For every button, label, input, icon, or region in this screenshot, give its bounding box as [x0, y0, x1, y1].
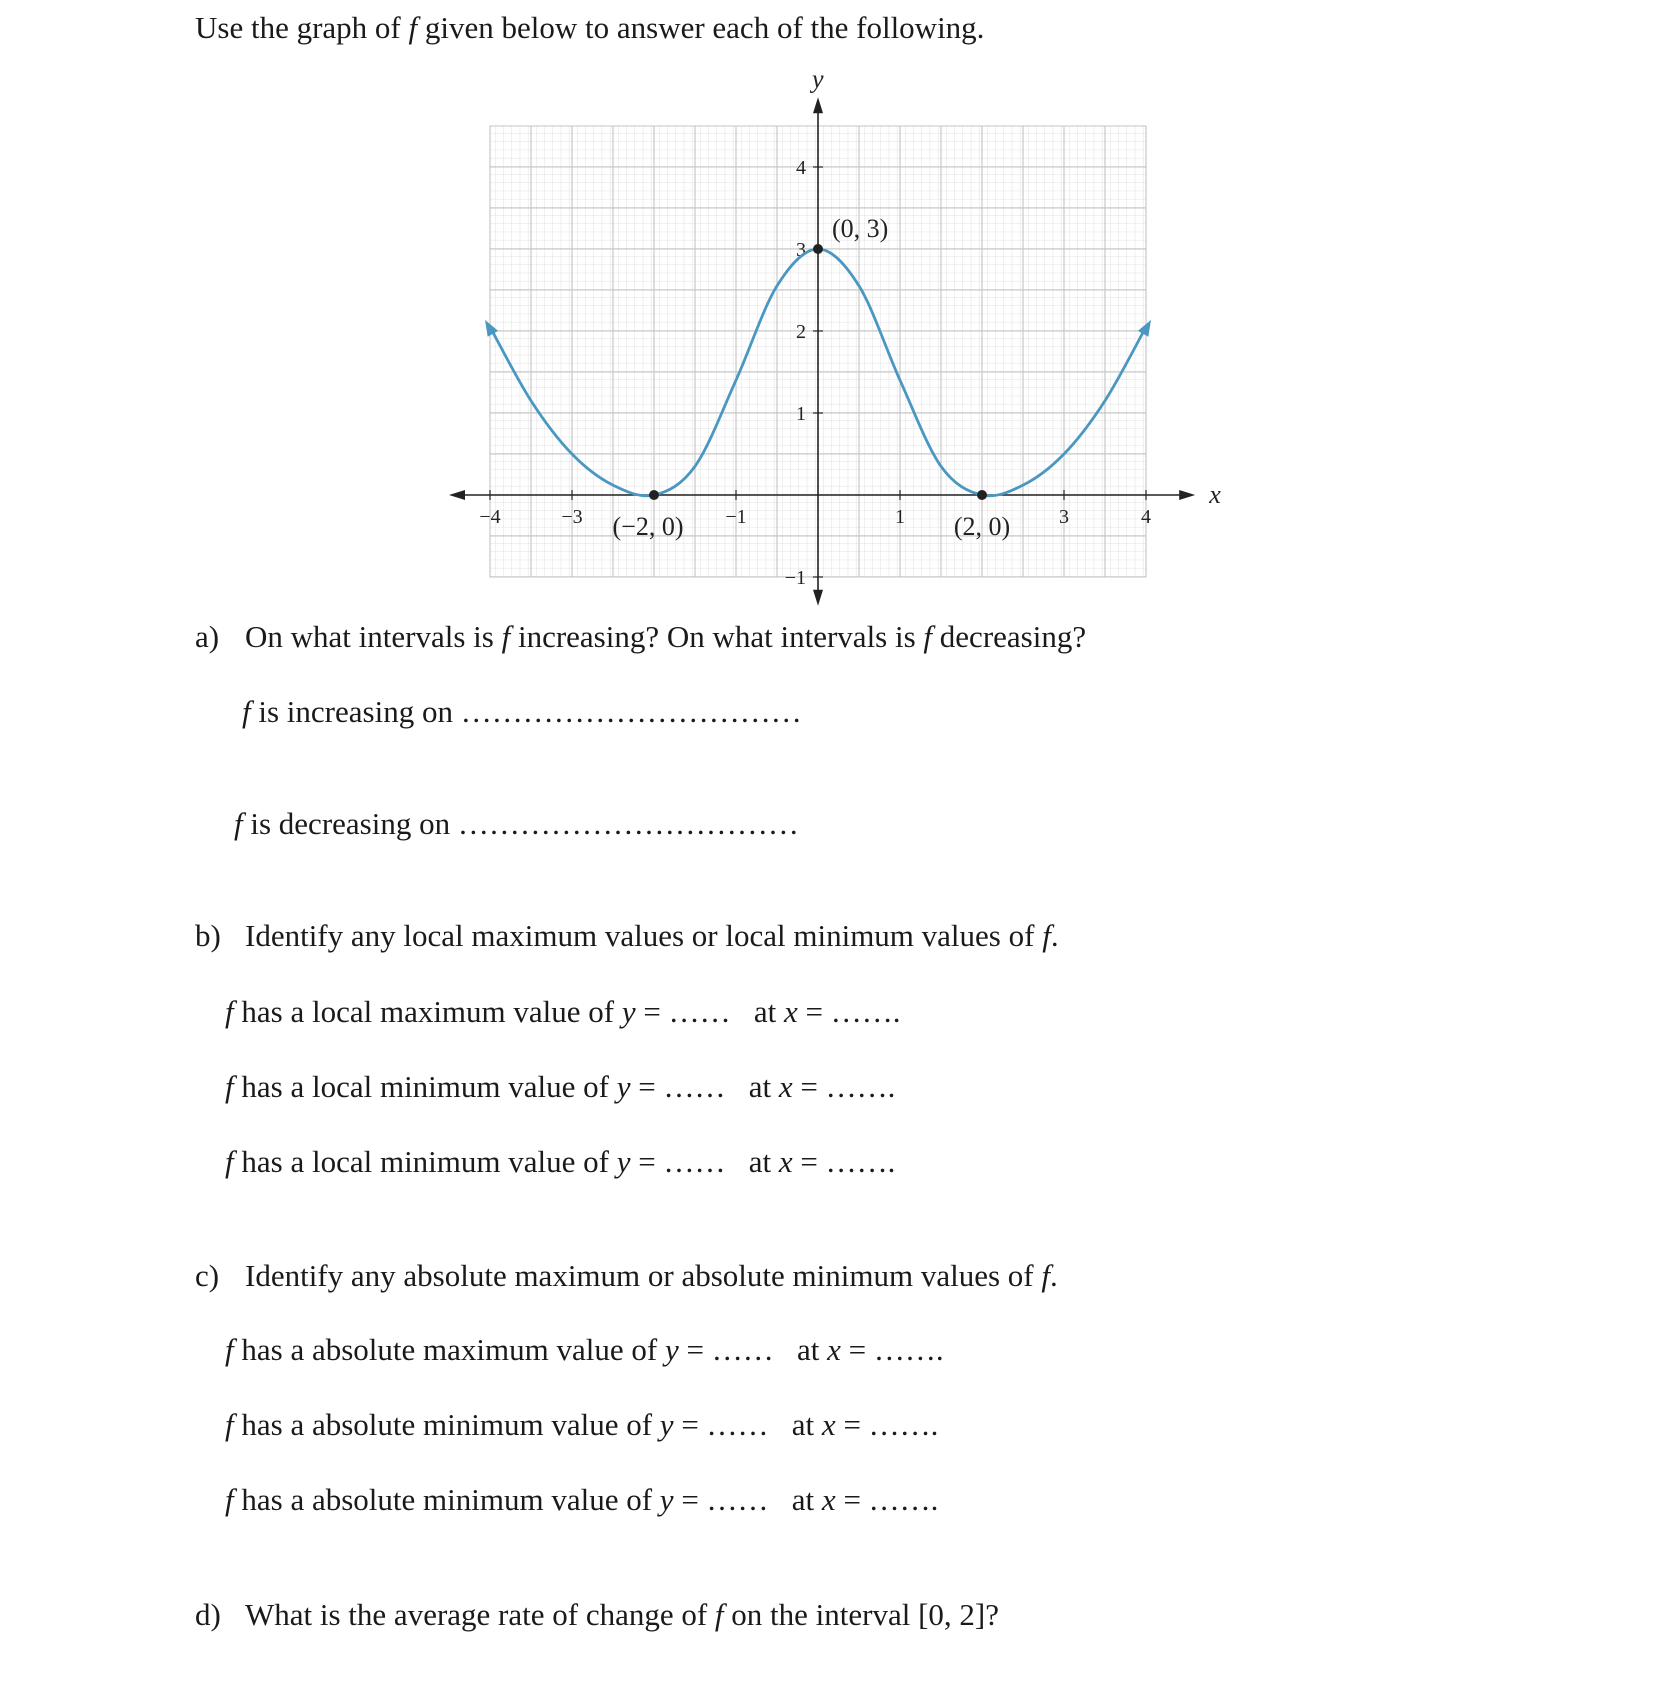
- part-d-label: d): [195, 1597, 221, 1632]
- point-label: (−2, 0): [612, 512, 684, 541]
- increasing-line: f is increasing on ……………………………: [242, 694, 802, 729]
- x-tick-label: −3: [561, 506, 583, 528]
- y-axis-arrow-up: [813, 97, 823, 113]
- part-b-label: b): [195, 918, 221, 953]
- x-tick-label: −4: [479, 506, 501, 528]
- abs-min-line-1: f has a absolute minimum value of y = …… at x = …….: [225, 1407, 939, 1442]
- function-name: f: [408, 10, 418, 45]
- x-tick-label: 4: [1141, 506, 1151, 528]
- local-min1-y-blank[interactable]: ……: [663, 1069, 726, 1104]
- decreasing-line: f is decreasing on ……………………………: [234, 806, 799, 841]
- part-d-question: d) What is the average rate of change of f on the interval [0, 2]?: [195, 1597, 1000, 1632]
- abs-min2-y-blank[interactable]: ……: [706, 1482, 769, 1517]
- abs-max-line: f has a absolute maximum value of y = …… at x = …….: [225, 1332, 944, 1367]
- part-c-label: c): [195, 1258, 220, 1293]
- increasing-blank[interactable]: ……………………………: [460, 694, 802, 729]
- abs-min1-y-blank[interactable]: ……: [706, 1407, 769, 1442]
- abs-min1-x-blank[interactable]: …….: [868, 1407, 939, 1442]
- part-c-question: c) Identify any absolute maximum or absolute minimum values of f.: [195, 1258, 1058, 1293]
- local-min-line-2: f has a local minimum value of y = …… at x = …….: [225, 1144, 896, 1179]
- part-a-label: a): [195, 619, 220, 654]
- decreasing-blank[interactable]: ……………………………: [457, 806, 799, 841]
- key-point: [813, 244, 823, 254]
- y-tick-label: −1: [784, 567, 806, 589]
- x-axis-arrow-right: [1179, 490, 1195, 500]
- local-max-y-blank[interactable]: ……: [668, 994, 731, 1029]
- y-tick-label: 2: [796, 321, 806, 343]
- x-tick-label: 1: [895, 506, 905, 528]
- abs-max-y-blank[interactable]: ……: [711, 1332, 774, 1367]
- function-graph: [430, 60, 1230, 620]
- x-axis-arrow-left: [449, 490, 465, 500]
- local-min-line-1: f has a local minimum value of y = …… at x = …….: [225, 1069, 896, 1104]
- x-axis-label: x: [1209, 480, 1221, 509]
- local-min2-x-blank[interactable]: …….: [825, 1144, 896, 1179]
- abs-max-x-blank[interactable]: …….: [873, 1332, 944, 1367]
- y-axis-arrow-down: [813, 590, 823, 606]
- key-point: [649, 490, 659, 500]
- y-tick-label: 1: [796, 403, 806, 425]
- point-label: (2, 0): [953, 512, 1011, 541]
- y-axis-label: y: [812, 64, 824, 94]
- abs-min2-x-blank[interactable]: …….: [868, 1482, 939, 1517]
- local-min2-y-blank[interactable]: ……: [663, 1144, 726, 1179]
- key-point: [977, 490, 987, 500]
- part-a-question: a) On what intervals is f increasing? On what intervals is f decreasing?: [195, 619, 1087, 654]
- local-max-line: f has a local maximum value of y = …… at x = …….: [225, 994, 901, 1029]
- local-max-x-blank[interactable]: …….: [830, 994, 901, 1029]
- part-b-question: b) Identify any local maximum values or local minimum values of f.: [195, 918, 1059, 953]
- abs-min-line-2: f has a absolute minimum value of y = …… at x = …….: [225, 1482, 939, 1517]
- y-tick-label: 3: [796, 239, 806, 261]
- point-label: (0, 3): [832, 214, 889, 243]
- x-tick-label: −1: [725, 506, 747, 528]
- y-tick-label: 4: [796, 157, 806, 179]
- local-min1-x-blank[interactable]: …….: [825, 1069, 896, 1104]
- x-tick-label: 3: [1059, 506, 1069, 528]
- instruction: [195, 10, 984, 46]
- instruction-after: given below to answer each of the following.: [417, 10, 985, 45]
- instruction-before: Use the graph of: [195, 10, 409, 45]
